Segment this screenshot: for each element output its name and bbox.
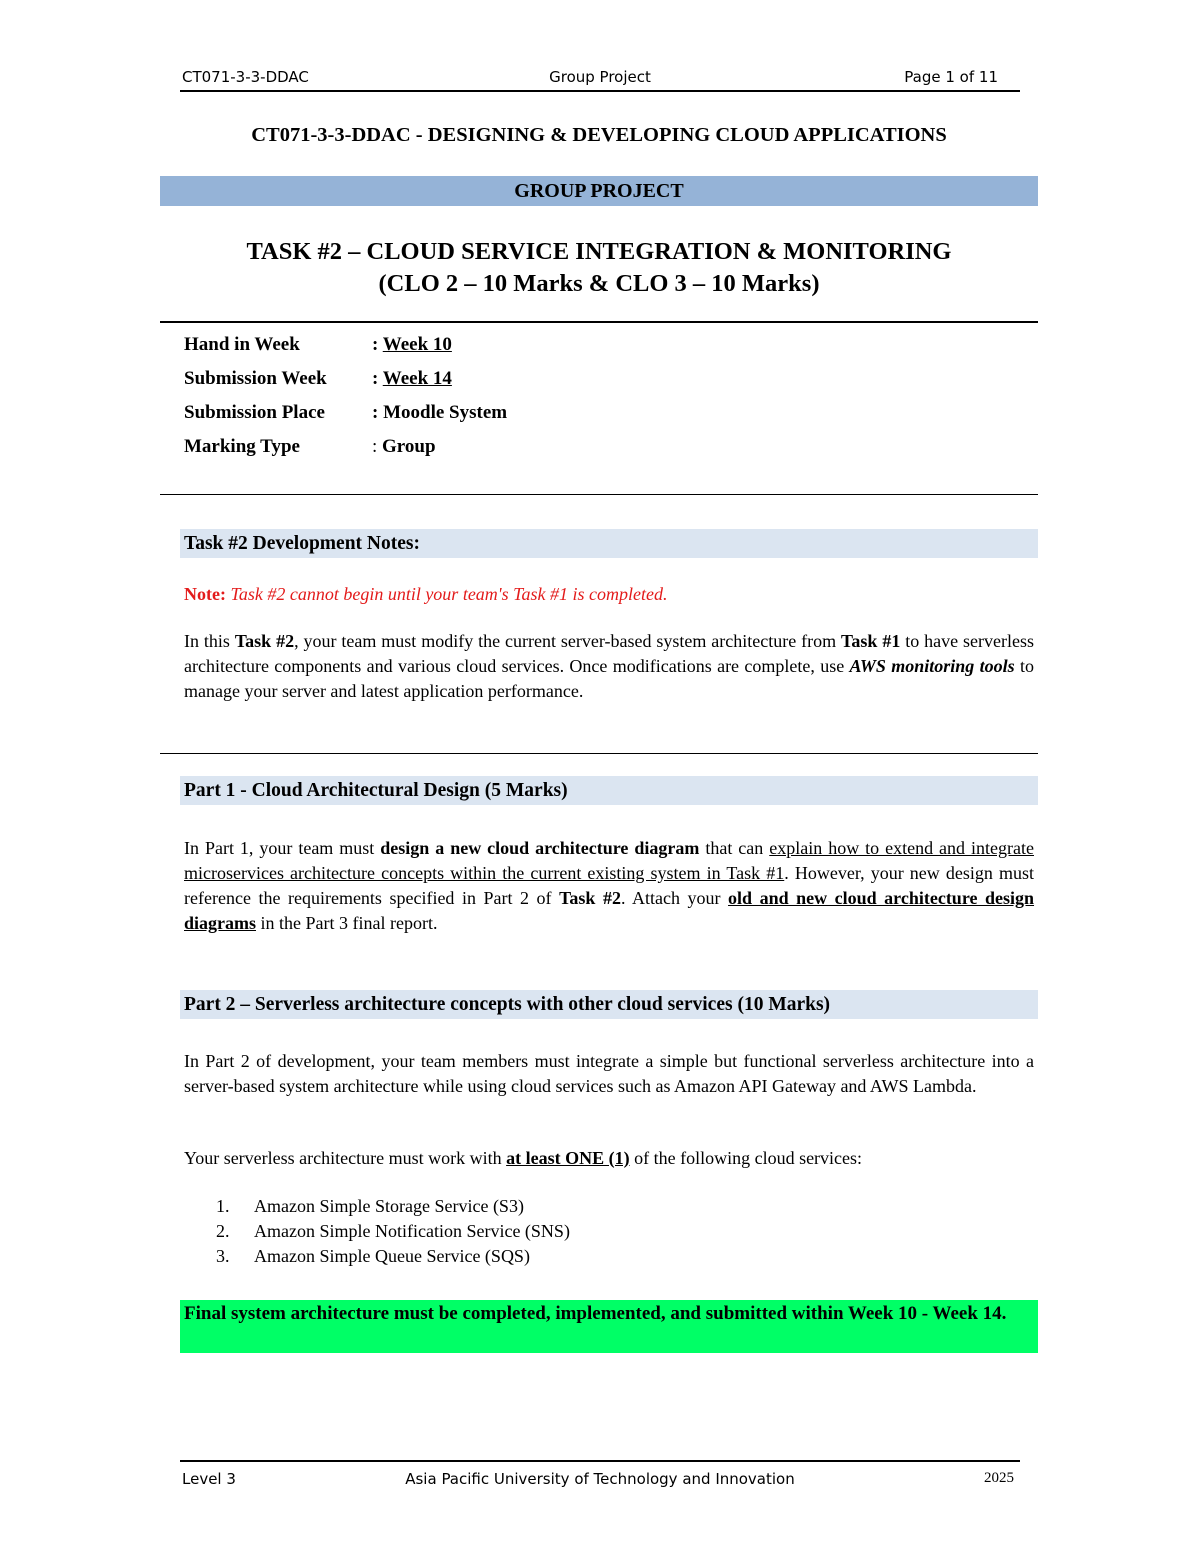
- note-label: Note:: [184, 584, 226, 604]
- dev-notes-heading: Task #2 Development Notes:: [180, 529, 1038, 558]
- text-run: . However, your new design must reference the requirements specified in Part 2 of: [184, 863, 1034, 908]
- text-run: , your team must modify the current server-based system architecture from: [294, 631, 842, 651]
- submission-week-label: Submission Week: [184, 368, 327, 389]
- min-services-requirement: at least ONE (1): [506, 1148, 630, 1168]
- part1-body: [184, 836, 1034, 936]
- task-note: [184, 582, 1034, 607]
- divider-notes: [160, 753, 1038, 754]
- marking-type-label: Marking Type: [184, 436, 300, 457]
- final-deadline-note: Final system architecture must be completed, implemented, and submitted within Week 10 - Week 14.: [180, 1300, 1038, 1353]
- colon: :: [372, 402, 379, 423]
- text-run: . Attach your: [620, 888, 729, 908]
- dev-notes-intro: [184, 629, 1034, 704]
- text-run: Your serverless architecture must work with: [184, 1148, 507, 1168]
- task-title-line2: (CLO 2 – 10 Marks & CLO 3 – 10 Marks): [378, 270, 820, 297]
- text-run: to manage your server and latest application performance.: [184, 656, 1034, 701]
- submission-place-label: Submission Place: [184, 402, 325, 423]
- list-number: 2.: [216, 1221, 230, 1241]
- part1-heading: Part 1 - Cloud Architectural Design (5 Marks): [180, 776, 1038, 805]
- marking-type-value: Group: [382, 436, 436, 457]
- hand-in-value: Week 10: [382, 334, 452, 355]
- header-page-number: Page 1 of 11: [904, 68, 998, 86]
- text-run: to have serverless architecture components and various cloud services. Once modifications are complete, use: [184, 631, 1035, 676]
- aws-tools-ref: AWS monitoring tools: [849, 656, 1015, 676]
- group-project-banner: GROUP PROJECT: [160, 176, 1038, 206]
- design-diagram-ref: design a new cloud architecture diagram: [380, 838, 700, 858]
- text-run: In this: [184, 631, 235, 651]
- part2-heading: Part 2 – Serverless architecture concepts with other cloud services (10 Marks): [180, 990, 1038, 1019]
- part2-intro: In Part 2 of development, your team members must integrate a simple but functional serverless architecture into a server-based system architecture while using cloud services such as Amazon API Gateway and AWS Lambda.: [184, 1051, 1034, 1096]
- task1-ref: Task #1: [841, 631, 901, 651]
- header-course-code: CT071-3-3-DDAC: [182, 68, 309, 86]
- microservices-requirement: explain how to extend and integrate microservices architecture concepts within the current existing system in Task #1: [184, 838, 1034, 883]
- divider-meta: [160, 494, 1038, 495]
- colon: :: [372, 368, 379, 389]
- service-sqs: Amazon Simple Queue Service (SQS): [254, 1246, 530, 1266]
- service-s3: Amazon Simple Storage Service (S3): [254, 1196, 524, 1216]
- diagrams-requirement: old and new cloud architecture design diagrams: [184, 888, 1035, 933]
- text-run: in the Part 3 final report.: [256, 913, 438, 933]
- submission-week-value: Week 14: [382, 368, 452, 389]
- colon: :: [372, 334, 379, 355]
- footer-year: 2025: [984, 1470, 1014, 1486]
- task-title-line1: TASK #2 – CLOUD SERVICE INTEGRATION & MONITORING: [246, 238, 952, 265]
- footer-institution: Asia Pacific University of Technology and Innovation: [405, 1470, 795, 1488]
- course-title: CT071-3-3-DDAC - DESIGNING & DEVELOPING CLOUD APPLICATIONS: [251, 124, 947, 146]
- list-number: 3.: [216, 1246, 230, 1266]
- hand-in-label: Hand in Week: [184, 334, 300, 355]
- header-doc-type: Group Project: [549, 68, 651, 86]
- text-run: that can: [699, 838, 770, 858]
- task2-ref: Task #2: [234, 631, 295, 651]
- page-header: [180, 66, 1020, 92]
- page-footer: [180, 1460, 1020, 1486]
- submission-place-value: Moodle System: [383, 402, 508, 423]
- colon: :: [372, 436, 378, 457]
- part2-services-lead: [184, 1146, 1034, 1171]
- text-run: of the following cloud services:: [629, 1148, 863, 1168]
- list-number: 1.: [216, 1196, 230, 1216]
- task2-ref: Task #2: [559, 888, 621, 908]
- service-sns: Amazon Simple Notification Service (SNS): [254, 1221, 570, 1241]
- note-text: Task #2 cannot begin until your team's Task #1 is completed.: [230, 584, 668, 604]
- task-title: [160, 236, 1038, 300]
- text-run: In Part 1, your team must: [184, 838, 381, 858]
- footer-level: Level 3: [182, 1470, 236, 1488]
- divider-top: [160, 321, 1038, 323]
